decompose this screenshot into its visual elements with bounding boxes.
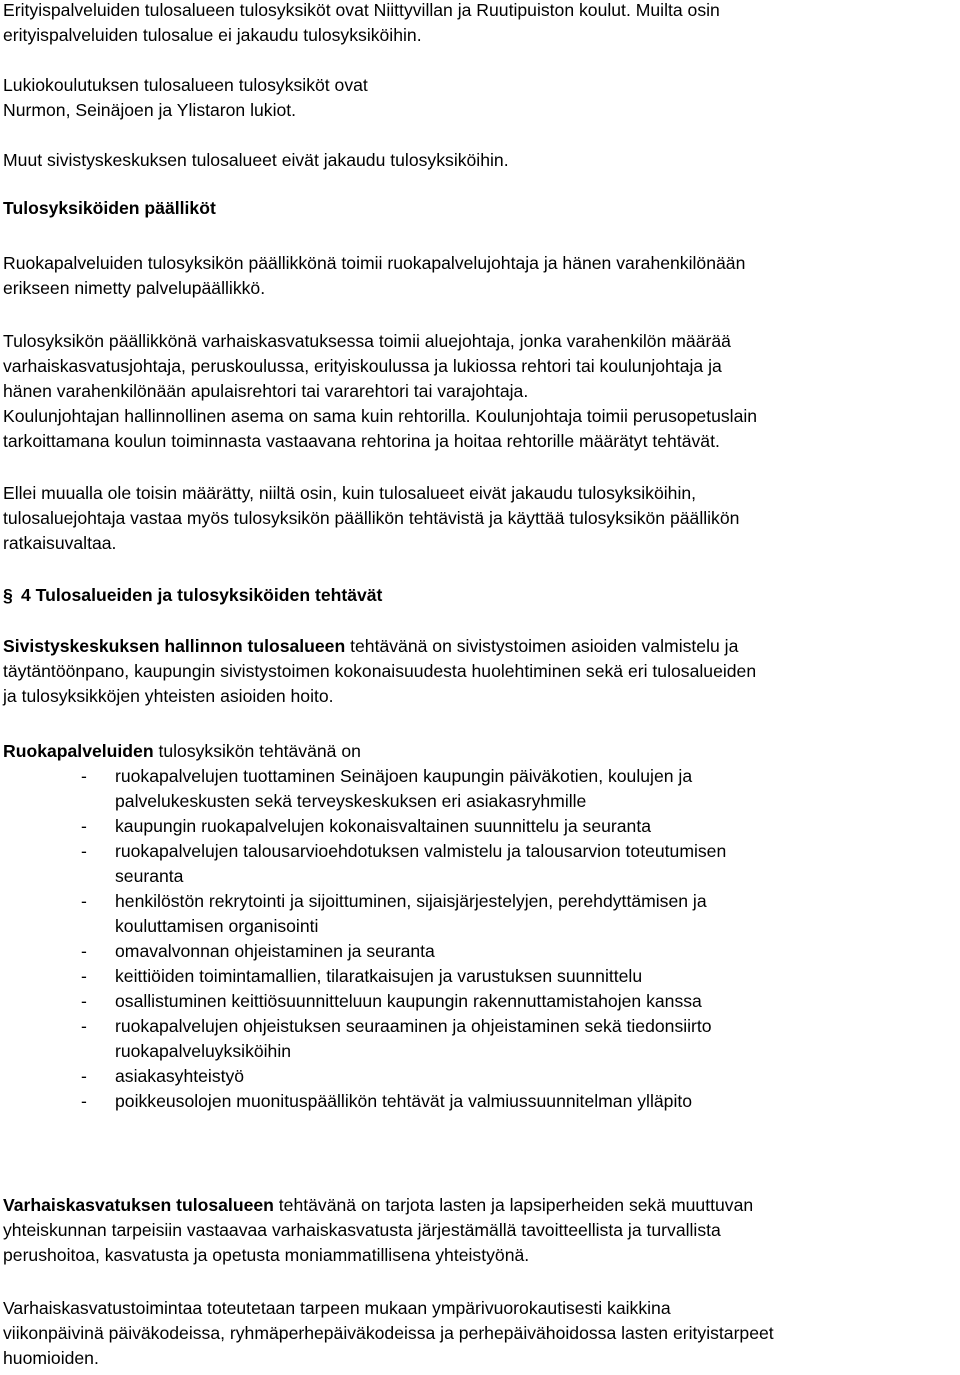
text-line: tehtävänä on sivistystoimen asioiden valmistelu ja bbox=[345, 636, 739, 656]
text-line: täytäntöönpano, kaupungin sivistystoimen kokonaisuudesta huolehtiminen sekä eri tulosalueiden bbox=[3, 661, 757, 681]
list-item-text: ruokapalveluyksiköihin bbox=[115, 1041, 292, 1061]
list-item bbox=[3, 839, 958, 889]
bold-term: Ruokapalveluiden bbox=[3, 741, 154, 761]
list-item-text: ruokapalvelujen ohjeistuksen seuraaminen ja ohjeistaminen sekä tiedonsiirto bbox=[115, 1016, 712, 1036]
dash-bullet: - bbox=[81, 841, 87, 861]
dash-bullet: - bbox=[81, 991, 87, 1011]
text-line: perushoitoa, kasvatusta ja opetusta moniammatillisena yhteistyönä. bbox=[3, 1245, 530, 1265]
paragraph-varhaiskasvatustoiminta bbox=[3, 1296, 958, 1371]
list-item bbox=[3, 889, 958, 939]
text-line: Nurmon, Seinäjoen ja Ylistaron lukiot. bbox=[3, 100, 297, 120]
list-item-text: keittiöiden toimintamallien, tilaratkaisujen ja varustuksen suunnittelu bbox=[115, 966, 643, 986]
paragraph-erityispalvelut bbox=[3, 0, 958, 48]
list-item bbox=[3, 1064, 958, 1089]
text-line: Erityispalveluiden tulosalueen tulosyksiköt ovat Niittyvillan ja Ruutipuiston koulut. Muilta osin bbox=[3, 0, 720, 20]
text-line: yhteiskunnan tarpeisiin vastaavaa varhaiskasvatusta järjestämällä tavoitteellista ja turvallista bbox=[3, 1220, 721, 1240]
list-item bbox=[3, 764, 958, 814]
text-line: tarkoittamana koulun toiminnasta vastaavana rehtorina ja hoitaa rehtorille määrätyt tehtävät. bbox=[3, 431, 720, 451]
section-heading-text: 4 Tulosalueiden ja tulosyksiköiden tehtävät bbox=[21, 585, 383, 605]
text-line: ja tulosyksikköjen yhteisten asioiden hoito. bbox=[3, 686, 334, 706]
text-line: viikonpäivinä päiväkodeissa, ryhmäperhepäiväkodeissa ja perhepäivähoidossa lasten erityistarpeet bbox=[3, 1323, 774, 1343]
text-line: tulosaluejohtaja vastaa myös tulosyksikön päällikön tehtävistä ja käyttää tulosyksikön päällikön bbox=[3, 508, 740, 528]
text-line: erityispalveluiden tulosalue ei jakaudu tulosyksiköihin. bbox=[3, 25, 422, 45]
paragraph-muut: Muut sivistyskeskuksen tulosalueet eivät jakaudu tulosyksiköihin. bbox=[3, 150, 509, 170]
list-item bbox=[3, 989, 958, 1014]
text-line: hänen varahenkilönään apulaisrehtori tai vararehtori tai varajohtaja. bbox=[3, 381, 529, 401]
list-item-text: seuranta bbox=[115, 866, 184, 886]
ruokapalvelut-task-list bbox=[3, 764, 958, 1114]
bold-term: Sivistyskeskuksen hallinnon tulosalueen bbox=[3, 636, 346, 656]
list-item bbox=[3, 814, 958, 839]
paragraph-ruokapalvelut-intro bbox=[3, 739, 958, 764]
list-item-text: henkilöstön rekrytointi ja sijoittuminen, sijaisjärjestelyjen, perehdyttämisen ja bbox=[115, 891, 707, 911]
dash-bullet: - bbox=[81, 816, 87, 836]
dash-bullet: - bbox=[81, 966, 87, 986]
paragraph-varhaiskasvatus bbox=[3, 1193, 958, 1268]
dash-bullet: - bbox=[81, 766, 87, 786]
text-line: tulosyksikön tehtävänä on bbox=[153, 741, 361, 761]
text-line: ratkaisuvaltaa. bbox=[3, 533, 117, 553]
dash-bullet: - bbox=[81, 1091, 87, 1111]
document-page bbox=[3, 0, 958, 1371]
text-line: Lukiokoulutuksen tulosalueen tulosyksiköt ovat bbox=[3, 75, 368, 95]
list-item-text: kaupungin ruokapalvelujen kokonaisvaltainen suunnittelu ja seuranta bbox=[115, 816, 652, 836]
text-line: Varhaiskasvatustoimintaa toteutetaan tarpeen mukaan ympärivuorokautisesti kaikkina bbox=[3, 1298, 671, 1318]
list-item-text: ruokapalvelujen talousarvioehdotuksen valmistelu ja talousarvion toteutumisen bbox=[115, 841, 727, 861]
text-line: erikseen nimetty palvelupäällikkö. bbox=[3, 278, 266, 298]
list-item-text: asiakasyhteistyö bbox=[115, 1066, 245, 1086]
list-item-text: omavalvonnan ohjeistaminen ja seuranta bbox=[115, 941, 435, 961]
list-item-text: palvelukeskusten sekä terveyskeskuksen eri asiakasryhmille bbox=[115, 791, 587, 811]
list-item-text: osallistuminen keittiösuunnitteluun kaupungin rakennuttamistahojen kanssa bbox=[115, 991, 702, 1011]
text-line: Koulunjohtajan hallinnollinen asema on sama kuin rehtorilla. Koulunjohtaja toimii perusopetuslain bbox=[3, 406, 758, 426]
list-item-text: kouluttamisen organisointi bbox=[115, 916, 319, 936]
bold-term: Varhaiskasvatuksen tulosalueen bbox=[3, 1195, 274, 1215]
paragraph-hallinto bbox=[3, 634, 958, 709]
list-item-text: ruokapalvelujen tuottaminen Seinäjoen kaupungin päiväkotien, koulujen ja bbox=[115, 766, 693, 786]
paragraph-tulosyksikon-paallikko bbox=[3, 329, 958, 454]
text-line: tehtävänä on tarjota lasten ja lapsiperheiden sekä muuttuvan bbox=[273, 1195, 754, 1215]
section-heading-4 bbox=[3, 583, 958, 608]
text-line: varhaiskasvatusjohtaja, peruskoulussa, erityiskoulussa ja lukiossa rehtori tai koulunjohtaja ja bbox=[3, 356, 722, 376]
list-item bbox=[3, 964, 958, 989]
dash-bullet: - bbox=[81, 1016, 87, 1036]
list-item bbox=[3, 1014, 958, 1064]
paragraph-ruokapalvelut-paallikko bbox=[3, 251, 958, 301]
paragraph-tulosaluejohtaja bbox=[3, 481, 958, 556]
heading-tulosyksikoiden-paallikot: Tulosyksiköiden päälliköt bbox=[3, 198, 216, 218]
list-item-text: poikkeusolojen muonituspäällikön tehtävät ja valmiussuunnitelman ylläpito bbox=[115, 1091, 693, 1111]
section-sign-icon: § bbox=[3, 585, 13, 605]
dash-bullet: - bbox=[81, 891, 87, 911]
list-item bbox=[3, 939, 958, 964]
list-item bbox=[3, 1089, 958, 1114]
text-line: Ellei muualla ole toisin määrätty, niiltä osin, kuin tulosalueet eivät jakaudu tulosyksiköihin, bbox=[3, 483, 697, 503]
text-line: Tulosyksikön päällikkönä varhaiskasvatuksessa toimii aluejohtaja, jonka varahenkilön määrää bbox=[3, 331, 731, 351]
dash-bullet: - bbox=[81, 941, 87, 961]
text-line: huomioiden. bbox=[3, 1348, 99, 1368]
text-line: Ruokapalveluiden tulosyksikön päällikkönä toimii ruokapalvelujohtaja ja hänen varahenkilönään bbox=[3, 253, 746, 273]
paragraph-lukiokoulutus bbox=[3, 73, 958, 123]
dash-bullet: - bbox=[81, 1066, 87, 1086]
